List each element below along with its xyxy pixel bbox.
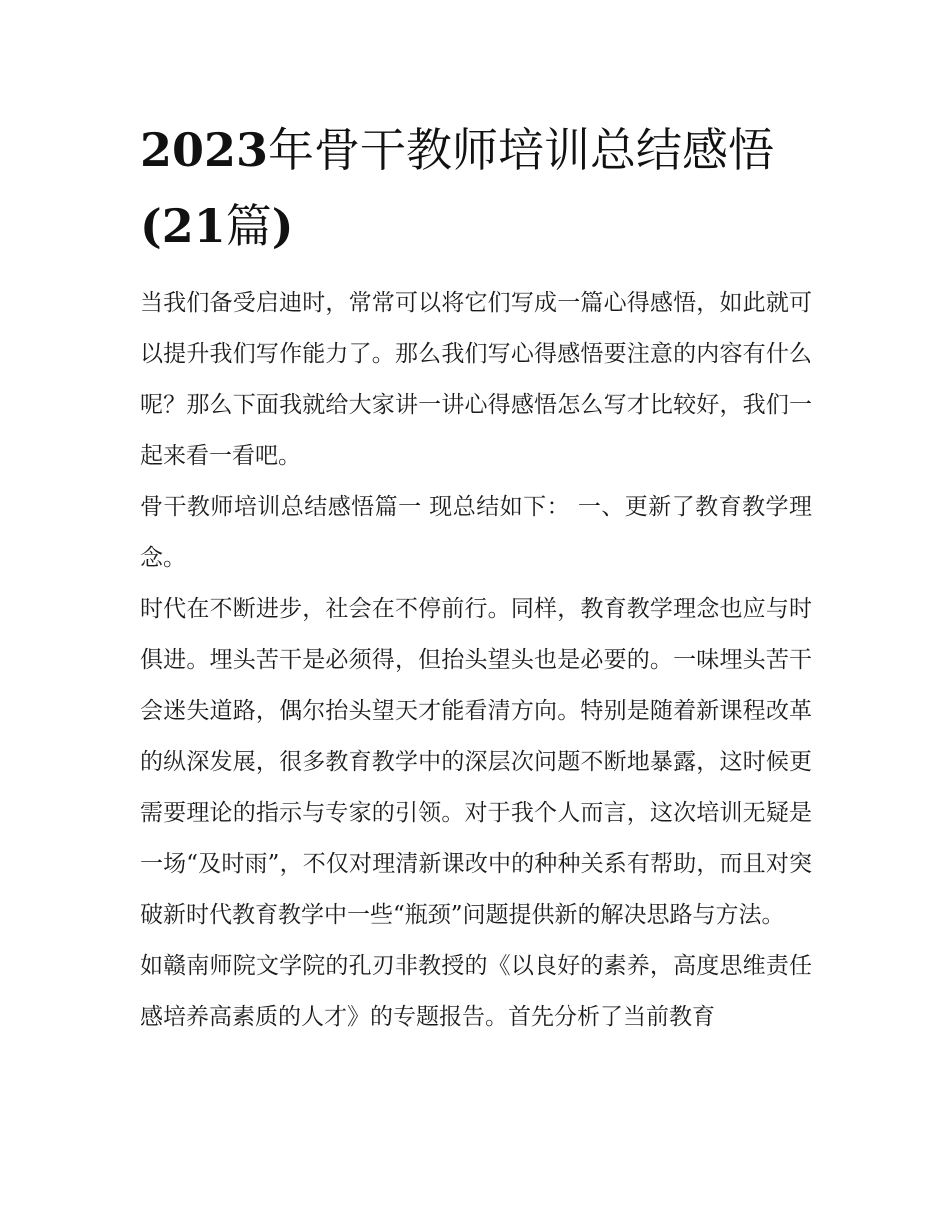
document-title	[140, 112, 812, 264]
paragraph-section-heading: 骨干教师培训总结感悟篇一 现总结如下： 一、更新了教育教学理念。	[140, 494, 812, 571]
title-count: (21	[140, 199, 226, 253]
title-close-paren: )	[271, 199, 294, 253]
title-count-unit: 篇	[225, 199, 272, 253]
title-year: 2023	[140, 123, 269, 177]
paragraph-intro: 当我们备受启迪时，常常可以将它们写成一篇心得感悟，如此就可以提升我们写作能力了。那么我们写心得感悟要注意的内容有什么呢？那么下面我就给大家讲一讲心得感悟怎么写才比较好，我们一起来看一看吧。	[140, 290, 812, 469]
document-body	[140, 278, 812, 1043]
document-content	[140, 112, 812, 1043]
paragraph-body-2: 如赣南师院文学院的孔刃非教授的《以良好的素养，高度思维责任感培养高素质的人才》的专题报告。首先分析了当前教育	[140, 953, 812, 1030]
title-text: 年骨干教师培训总结感悟	[268, 123, 775, 177]
paragraph-body-1: 时代在不断进步，社会在不停前行。同样，教育教学理念也应与时俱进。埋头苦干是必须得，但抬头望头也是必要的。一味埋头苦干会迷失道路，偶尔抬头望天才能看清方向。特别是随着新课程改革的纵深发展，很多教育教学中的深层次问题不断地暴露，这时候更需要理论的指示与专家的引领。对于我个人而言，这次培训无疑是一场“及时雨”，不仅对理清新课改中的种种关系有帮助，而且对突破新时代教育教学中一些“瓶颈”问题提供新的解决思路与方法。	[140, 596, 812, 928]
